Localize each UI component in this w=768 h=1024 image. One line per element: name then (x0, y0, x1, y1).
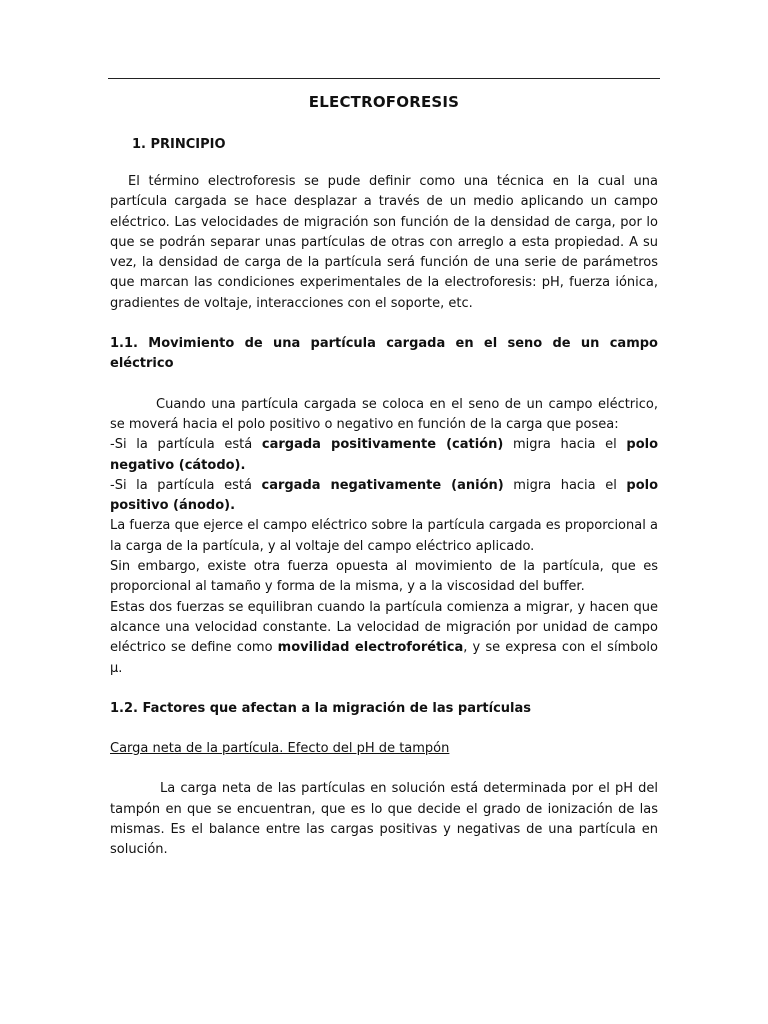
bullet-cation (110, 435, 658, 476)
header-rule (108, 78, 660, 79)
principle-paragraph: El término electroforesis se pude definir como una técnica en la cual una partícula cargada se hace desplazar a través de un medio aplicando un campo eléctrico. Las velocidades de migración son función de la densidad de carga, por lo que se podrán separar unas partículas de otras con arreglo a esta propiedad. A su vez, la densidad de carga de la partícula será función de una serie de parámetros que marcan las condiciones experimentales de la electroforesis: pH, fuerza iónica, gradientes de voltaje, interacciones con el soporte, etc. (110, 174, 658, 311)
bullet-anion (110, 476, 658, 517)
net-charge-paragraph: La carga neta de las partículas en solución está determinada por el pH del tampón en que se encuentran, que es lo que decide el grado de ionización de las mismas. Es el balance entre las cargas positivas y negativas de una partícula en solución. (110, 781, 658, 858)
equilibrium-paragraph (110, 598, 658, 679)
bullet-cation-pre: -Si la partícula está (110, 437, 262, 453)
bullet-cation-mid: migra hacia el (503, 437, 627, 453)
bullet-cation-pole: polo negativo (cátodo). (110, 437, 659, 473)
equilibrium-pre: Estas dos fuerzas se equilibran cuando la partícula comienza a migrar, y hacen que alcance una velocidad constante. La velocidad de migración por unidad de campo eléctrico se define como (110, 599, 658, 656)
movement-intro-paragraph: Cuando una partícula cargada se coloca en el seno de un campo eléctrico, se moverá hacia el polo positivo o negativo en función de la carga que posea: (110, 396, 658, 432)
subheading-carga-neta-text: Carga neta de la partícula. Efecto del pH de tampón (110, 741, 450, 757)
document-title: ELECTROFORESIS (308, 93, 460, 111)
document-body (110, 86, 658, 861)
opposing-force-paragraph: Sin embargo, existe otra fuerza opuesta al movimiento de la partícula, que es proporcional al tamaño y forma de la misma, y a la viscosidad del buffer. (110, 559, 658, 595)
bullet-cation-charge: cargada positivamente (catión) (261, 437, 504, 453)
bullet-anion-mid: migra hacia el (503, 477, 627, 493)
section-heading-factores: 1.2. Factores que afectan a la migración de las partículas (110, 700, 531, 716)
bullet-anion-charge: cargada negativamente (anión) (261, 477, 504, 493)
force-paragraph: La fuerza que ejerce el campo eléctrico sobre la partícula cargada es proporcional a la carga de la partícula, y al voltaje del campo eléctrico aplicado. (110, 518, 658, 554)
bullet-anion-pre: -Si la partícula está (110, 477, 262, 493)
equilibrium-post: , y se expresa con el símbolo μ. (110, 640, 658, 676)
section-heading-principio: 1. PRINCIPIO (132, 137, 226, 152)
electrophoretic-mobility-term: movilidad electroforética (277, 640, 464, 656)
section-heading-movimiento: 1.1. Movimiento de una partícula cargada en el seno de un campo eléctrico (110, 336, 658, 372)
subheading-carga-neta (110, 739, 658, 759)
bullet-anion-pole: polo positivo (ánodo). (110, 477, 659, 514)
